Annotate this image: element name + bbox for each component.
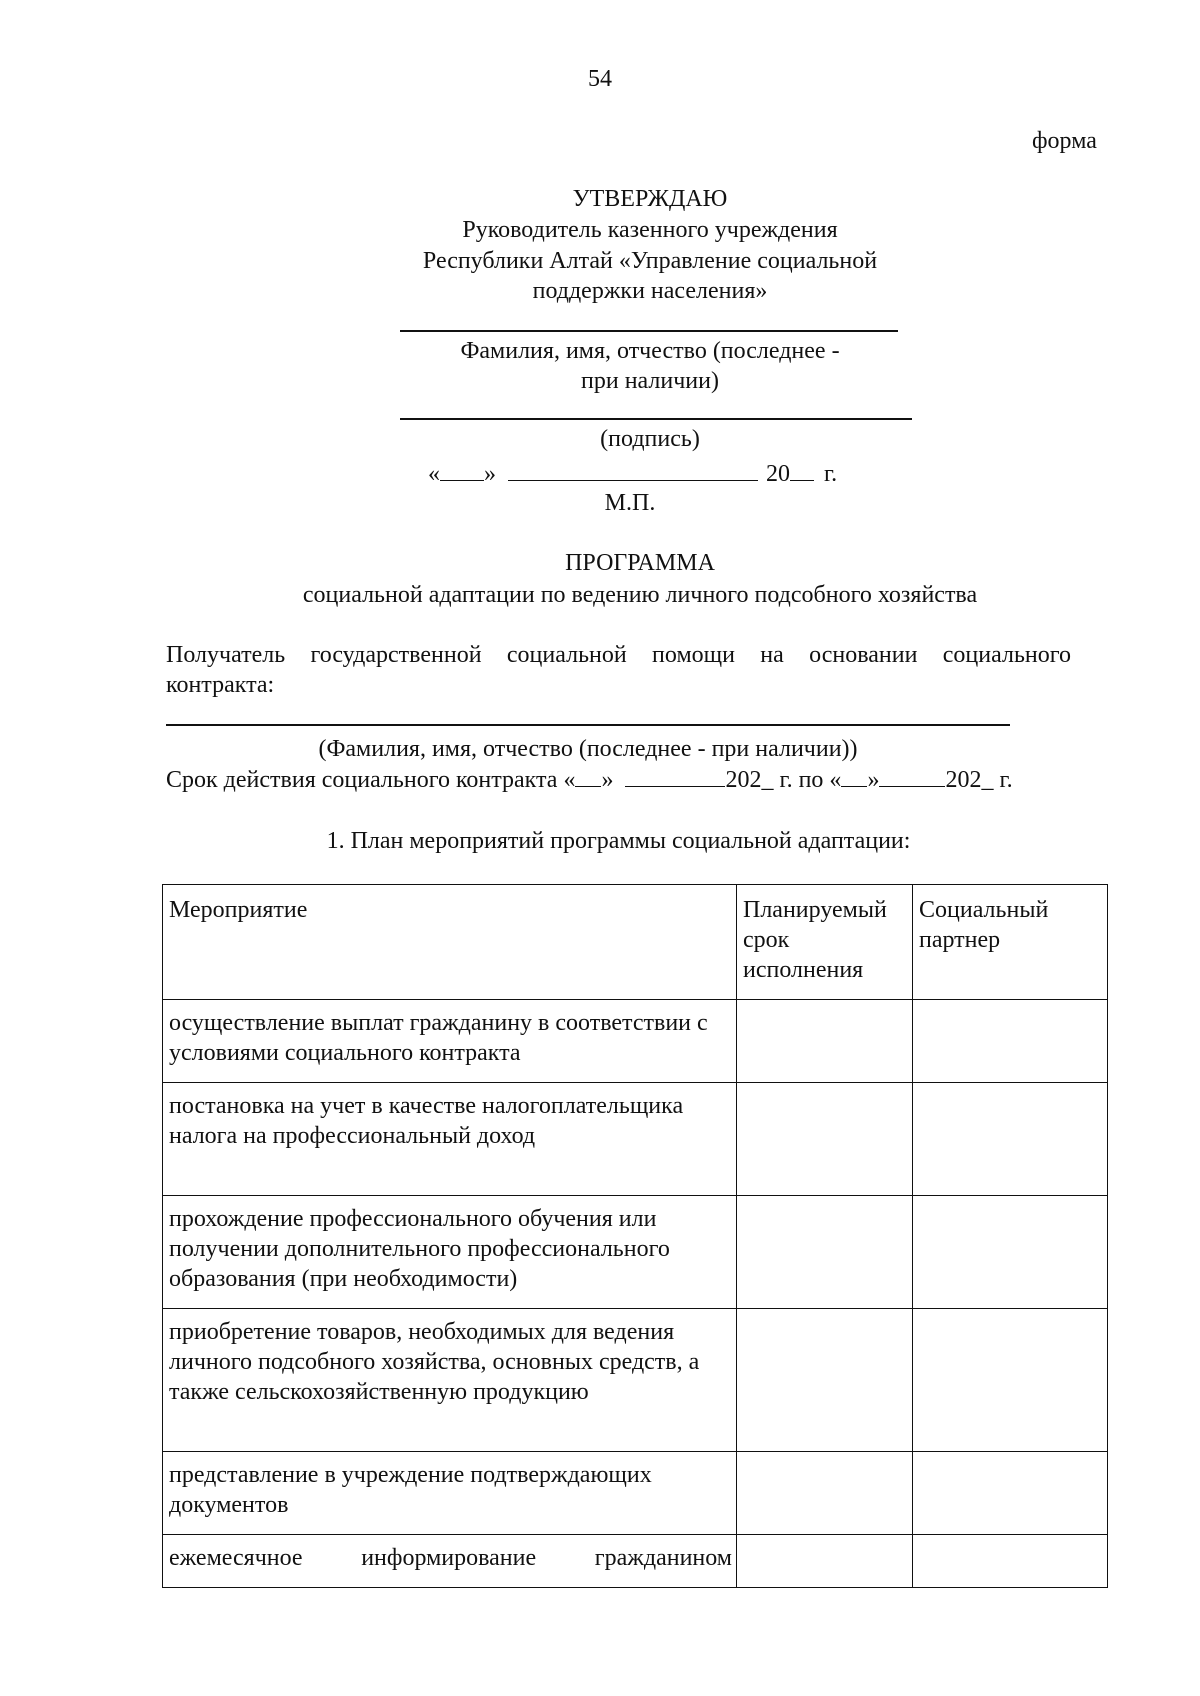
approval-line-1: Руководитель казенного учреждения: [462, 217, 838, 243]
date-close-quote: »: [484, 461, 496, 487]
activity-cell: приобретение товаров, необходимых для ведения личного подсобного хозяйства, основных средств, а также сельскохозяйственную продукцию: [163, 1309, 737, 1452]
planned-term-cell[interactable]: [737, 1083, 913, 1196]
term-close-quote-1: »: [601, 767, 614, 793]
activity-cell: постановка на учет в качестве налогоплательщика налога на профессиональный доход: [163, 1083, 737, 1196]
approval-line-2: Республики Алтай «Управление социальной: [422, 248, 878, 274]
date-year-suffix: г.: [824, 461, 838, 487]
header-planned-term: Планируемый срок исполнения: [737, 885, 913, 1000]
social-partner-cell[interactable]: [913, 1309, 1108, 1452]
planned-term-cell[interactable]: [737, 1196, 913, 1309]
table-row: [163, 1083, 1108, 1196]
term-day-blank-1: [575, 764, 601, 787]
social-partner-cell[interactable]: [913, 1196, 1108, 1309]
recipient-line-1: Получатель государственной социальной помощи на основании социального: [166, 642, 1071, 668]
planned-term-cell[interactable]: [737, 1309, 913, 1452]
social-partner-cell[interactable]: [913, 1000, 1108, 1083]
signature-line: [400, 418, 912, 420]
date-open-quote: «: [428, 461, 440, 487]
contract-term: [166, 764, 1013, 795]
section-title: 1. План мероприятий программы социальной адаптации:: [326, 828, 911, 854]
approver-fio-line: [400, 330, 898, 332]
term-year-1: 202_ г. по «: [725, 767, 842, 793]
term-year-2: 202_ г.: [945, 767, 1013, 793]
page-number: 54: [588, 66, 612, 92]
date-day-blank: [440, 458, 484, 481]
approver-fio-caption-2: при наличии): [581, 368, 719, 394]
social-partner-cell[interactable]: [913, 1535, 1108, 1588]
term-month-blank-2: [879, 764, 945, 787]
table-row: [163, 1535, 1108, 1588]
table-row: [163, 1000, 1108, 1083]
approval-line-3: поддержки населения»: [532, 278, 768, 304]
activity-cell: ежемесячное информирование гражданином: [163, 1535, 737, 1588]
activity-cell: представление в учреждение подтверждающих документов: [163, 1452, 737, 1535]
planned-term-cell[interactable]: [737, 1452, 913, 1535]
date-month-blank: [508, 458, 758, 481]
table-row: [163, 1196, 1108, 1309]
approval-date: [428, 458, 837, 489]
header-social-partner: Социальный партнер: [913, 885, 1108, 1000]
recipient-line-2: контракта:: [166, 672, 275, 698]
table-row: [163, 1452, 1108, 1535]
program-title: ПРОГРАММА: [565, 550, 715, 576]
plan-table: [162, 884, 1108, 1588]
stamp-label: М.П.: [604, 490, 656, 516]
social-partner-cell[interactable]: [913, 1083, 1108, 1196]
recipient-fio-caption: (Фамилия, имя, отчество (последнее - при наличии)): [318, 736, 858, 762]
social-partner-cell[interactable]: [913, 1452, 1108, 1535]
recipient-fio-line: [166, 724, 1010, 726]
activity-cell: осуществление выплат гражданину в соответствии с условиями социального контракта: [163, 1000, 737, 1083]
term-month-blank-1: [625, 764, 725, 787]
date-year-blank: [790, 458, 814, 481]
table-header-row: [163, 885, 1108, 1000]
approver-fio-caption-1: Фамилия, имя, отчество (последнее -: [460, 338, 840, 364]
planned-term-cell[interactable]: [737, 1000, 913, 1083]
signature-caption: (подпись): [600, 426, 700, 452]
program-subtitle: социальной адаптации по ведению личного подсобного хозяйства: [302, 582, 978, 608]
activity-cell: прохождение профессионального обучения или получении дополнительного профессионального образования (при необходимости): [163, 1196, 737, 1309]
planned-term-cell[interactable]: [737, 1535, 913, 1588]
term-label: Срок действия социального контракта «: [166, 767, 576, 793]
term-close-quote-2: »: [867, 767, 880, 793]
form-label: форма: [1032, 128, 1097, 154]
header-activity: Мероприятие: [163, 885, 737, 1000]
term-day-blank-2: [841, 764, 867, 787]
approval-title: УТВЕРЖДАЮ: [572, 186, 728, 212]
date-year-prefix: 20: [766, 461, 790, 487]
table-row: [163, 1309, 1108, 1452]
